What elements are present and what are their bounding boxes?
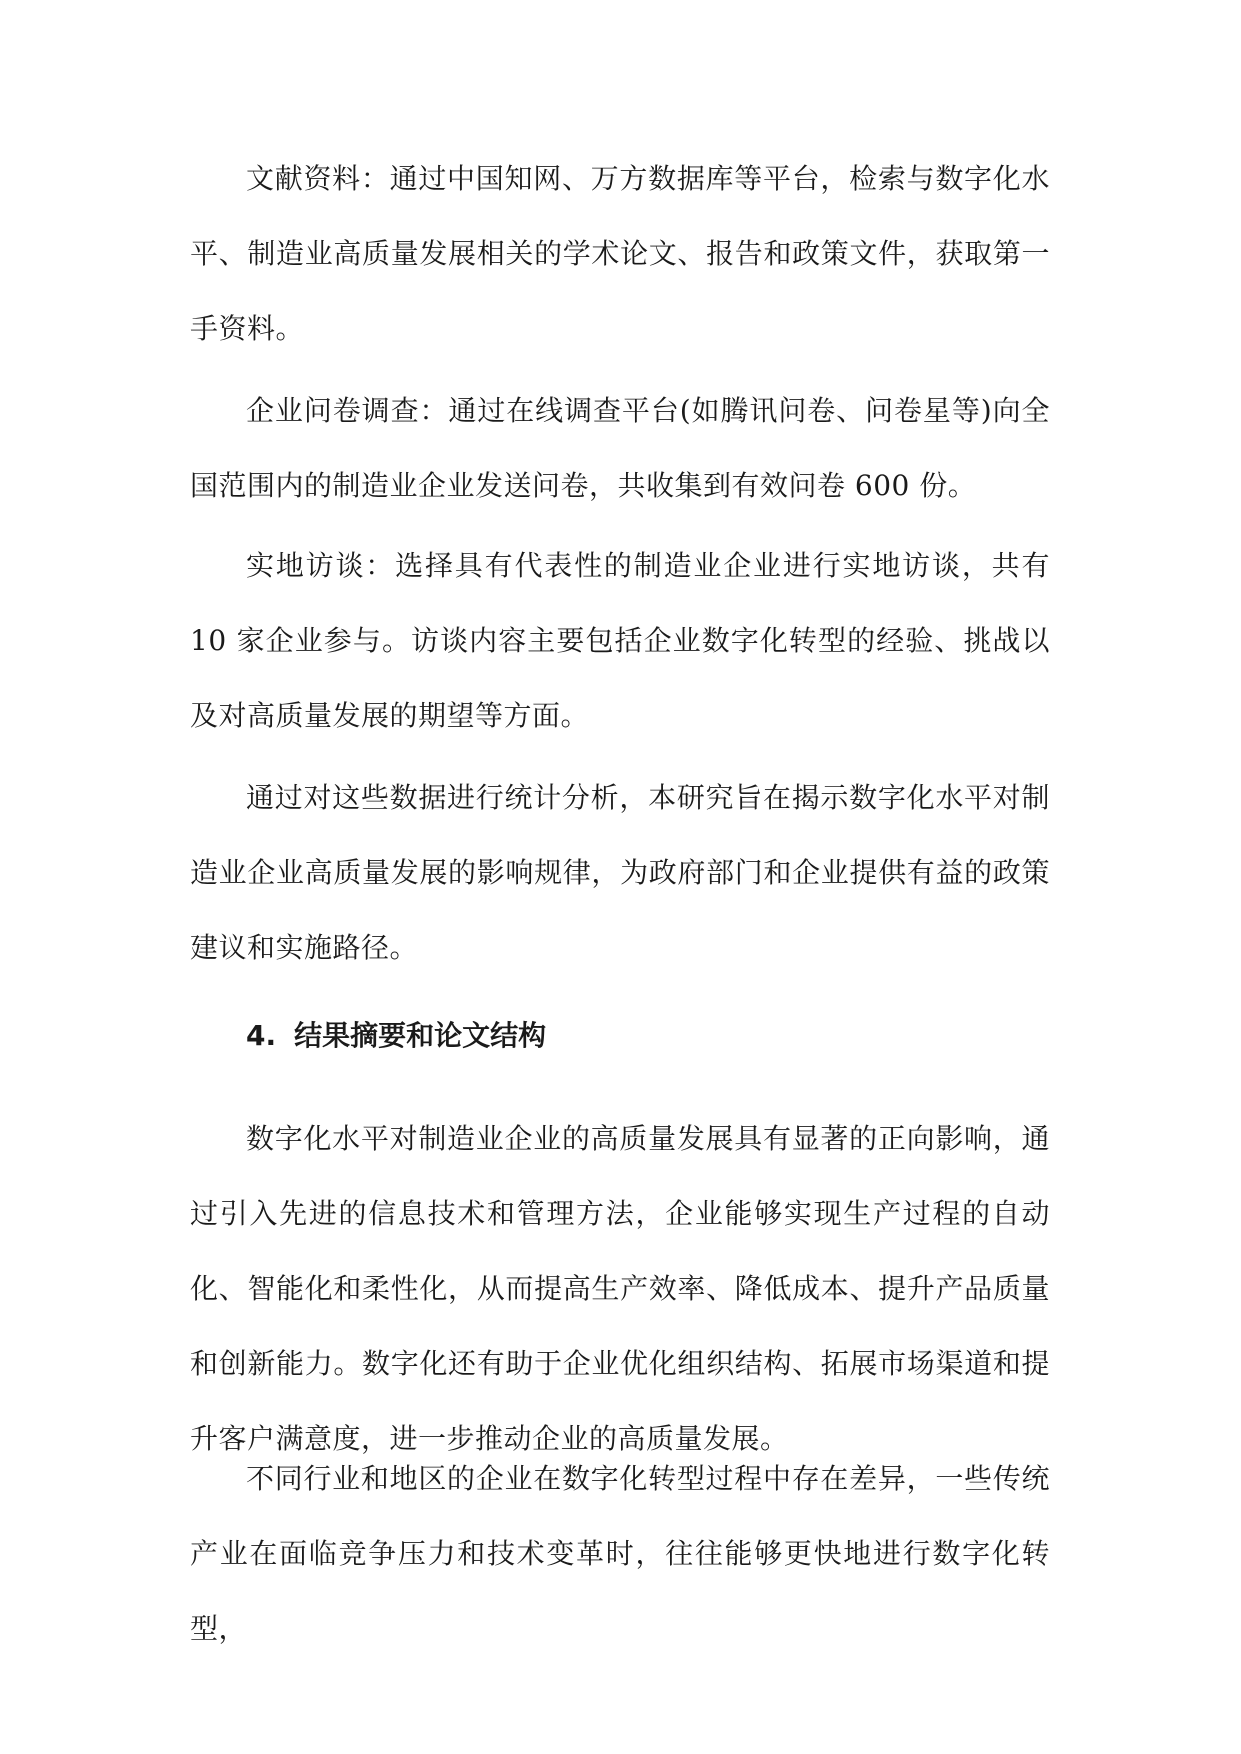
paragraph-literature: 文献资料：通过中国知网、万方数据库等平台，检索与数字化水平、制造业高质量发展相关的学术论文、报告和政策文件，获取第一手资料。 bbox=[190, 162, 1050, 345]
paragraph-results-differences: 不同行业和地区的企业在数字化转型过程中存在差异，一些传统产业在面临竞争压力和技术变革时，往往能够更快地进行数字化转型， bbox=[190, 1462, 1050, 1645]
section-title: 结果摘要和论文结构 bbox=[294, 1019, 547, 1052]
paragraph-analysis-purpose: 通过对这些数据进行统计分析，本研究旨在揭示数字化水平对制造业企业高质量发展的影响规律，为政府部门和企业提供有益的政策建议和实施路径。 bbox=[190, 781, 1050, 964]
paragraph-interview: 实地访谈：选择具有代表性的制造业企业进行实地访谈，共有 10 家企业参与。访谈内容主要包括企业数字化转型的经验、挑战以及对高质量发展的期望等方面。 bbox=[190, 549, 1050, 732]
section-heading bbox=[246, 1016, 1046, 1056]
paragraph-questionnaire: 企业问卷调查：通过在线调查平台(如腾讯问卷、问卷星等)向全国范围内的制造业企业发送问卷，共收集到有效问卷 600 份。 bbox=[190, 394, 1050, 502]
section-number: 4. bbox=[246, 1019, 277, 1052]
paragraph-results-impact: 数字化水平对制造业企业的高质量发展具有显著的正向影响，通过引入先进的信息技术和管理方法，企业能够实现生产过程的自动化、智能化和柔性化，从而提高生产效率、降低成本、提升产品质量和创新能力。数字化还有助于企业优化组织结构、拓展市场渠道和提升客户满意度，进一步推动企业的高质量发展。 bbox=[190, 1122, 1050, 1455]
